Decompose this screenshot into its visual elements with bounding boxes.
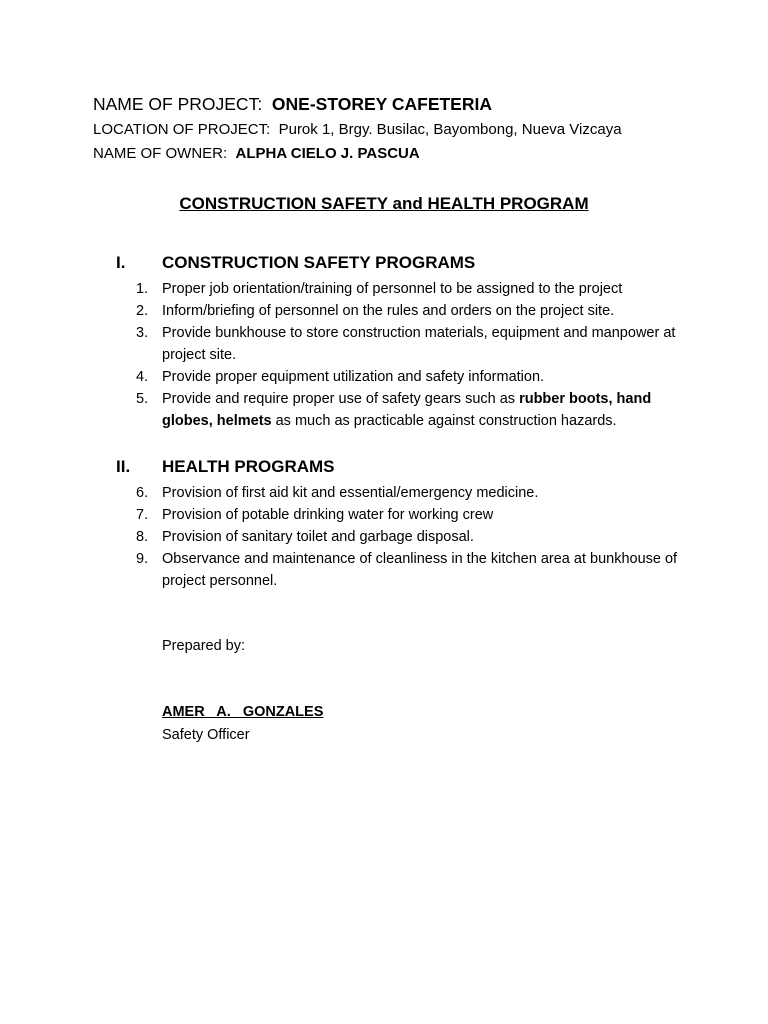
item-text: Provision of potable drinking water for working crew — [162, 507, 494, 523]
list-item — [136, 278, 696, 300]
item-text: Inform/briefing of personnel on the rules and orders on the project site. — [162, 303, 615, 319]
list-item — [136, 504, 696, 526]
item-text-emphasis: rubber boots, hand globes, helmets — [162, 391, 652, 429]
section-numeral: I. — [116, 253, 126, 272]
item-number: 8. — [136, 529, 149, 545]
section-title: HEALTH PROGRAMS — [162, 457, 335, 476]
document-title: CONSTRUCTION SAFETY and HEALTH PROGRAM — [179, 194, 589, 213]
item-number: 6. — [136, 485, 149, 501]
health-program-list — [136, 482, 696, 592]
list-item — [136, 366, 696, 388]
item-text — [162, 388, 696, 432]
item-text: Provision of sanitary toilet and garbage disposal. — [162, 529, 474, 545]
list-item — [136, 388, 696, 432]
item-text-start: Provide and require proper use of safety gears such as — [162, 391, 520, 407]
section-title: CONSTRUCTION SAFETY PROGRAMS — [162, 253, 476, 272]
project-value: ONE-STOREY CAFETERIA — [271, 94, 492, 114]
owner-name-line — [93, 145, 420, 162]
signer-name: AMER A. GONZALES — [162, 704, 324, 720]
list-item — [136, 482, 696, 504]
item-number: 5. — [136, 391, 149, 407]
item-number: 4. — [136, 369, 149, 385]
item-number: 9. — [136, 551, 149, 567]
list-item — [136, 300, 696, 322]
safety-program-list — [136, 278, 696, 432]
section-heading-health — [116, 457, 335, 477]
list-item — [136, 526, 696, 548]
location-value: Purok 1, Brgy. Busilac, Bayombong, Nueva Vizcaya — [278, 121, 622, 138]
item-text: Provide bunkhouse to store construction materials, equipment and manpower at project site. — [162, 325, 676, 363]
item-number: 1. — [136, 281, 149, 297]
item-number: 3. — [136, 325, 149, 341]
location-label: LOCATION OF PROJECT: — [93, 121, 271, 138]
prepared-by-label: Prepared by: — [162, 638, 246, 654]
section-heading-safety — [116, 253, 475, 273]
item-number: 2. — [136, 303, 149, 319]
list-item — [136, 548, 696, 592]
item-text: Proper job orientation/training of personnel to be assigned to the project — [162, 281, 623, 297]
owner-label: NAME OF OWNER: — [93, 145, 228, 162]
project-label: NAME OF PROJECT: — [93, 94, 263, 114]
item-text: Provision of first aid kit and essential/emergency medicine. — [162, 485, 539, 501]
item-text-end: as much as practicable against construction hazards. — [271, 413, 617, 429]
project-name-line — [93, 94, 492, 115]
owner-value: ALPHA CIELO J. PASCUA — [235, 145, 420, 162]
item-text: Observance and maintenance of cleanliness in the kitchen area at bunkhouse of project personnel. — [162, 551, 678, 589]
list-item — [136, 322, 696, 366]
signer-role: Safety Officer — [162, 727, 250, 743]
section-numeral: II. — [116, 457, 131, 476]
item-text: Provide proper equipment utilization and safety information. — [162, 369, 545, 385]
item-number: 7. — [136, 507, 149, 523]
project-location-line — [93, 121, 622, 138]
